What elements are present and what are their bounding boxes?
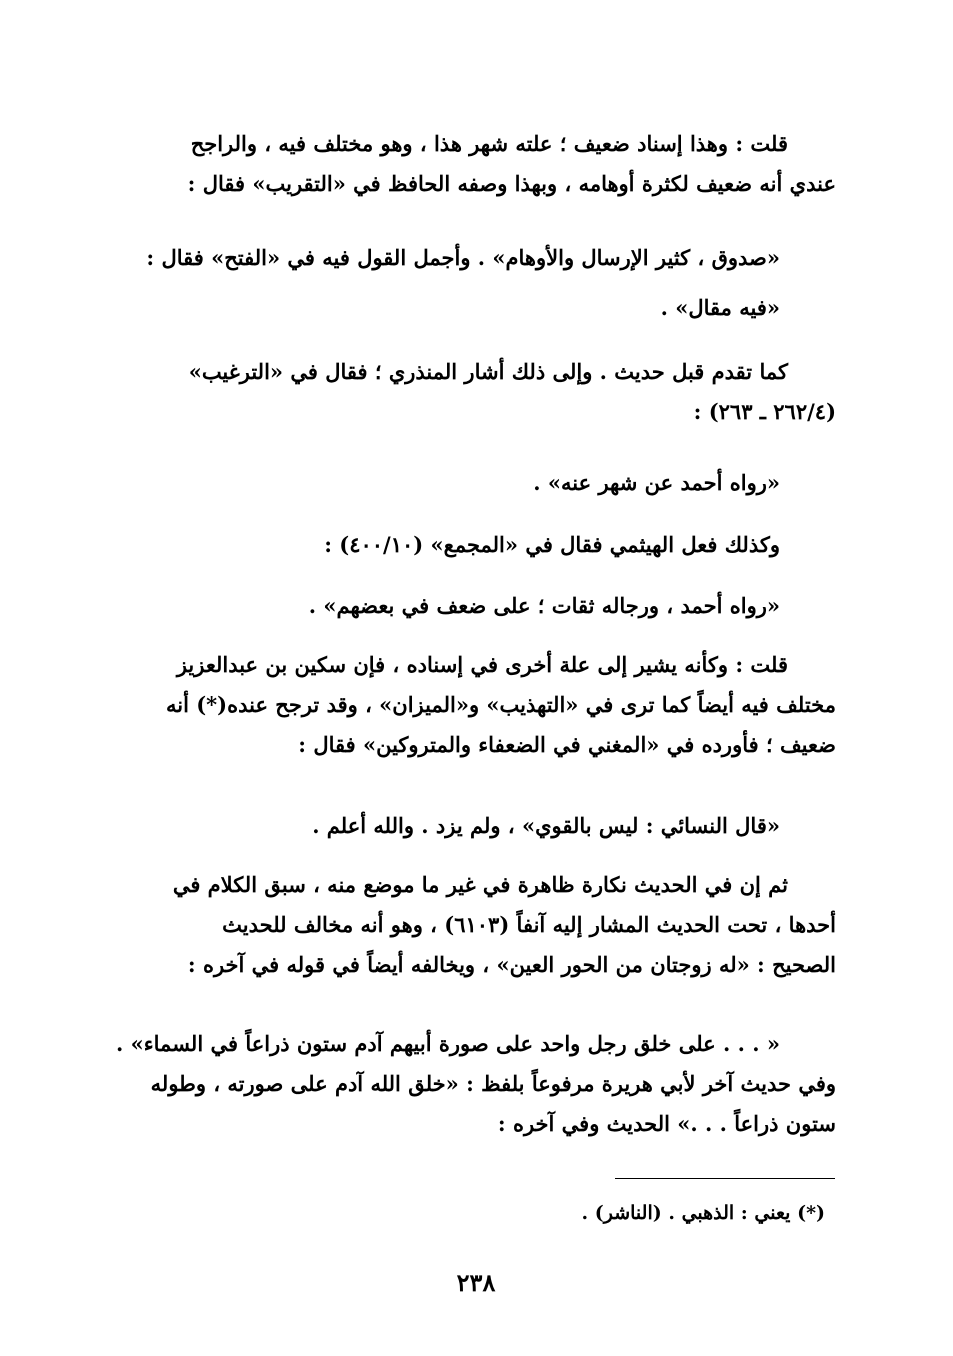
quote-nasai [76,806,836,846]
text-line: (٢٦٢/٤ ـ ٢٦٣) : [693,399,836,424]
quote-sadooq [76,238,836,278]
text-line: الصحيح : «له زوجتان من الحور العين» ، ويخالفه أيضاً في قوله في آخره : [187,952,836,977]
text-line: «رواه أحمد عن شهر عنه» . [533,470,780,495]
page-number: ٢٣٨ [456,1268,496,1297]
quote-ahmad-shahr [76,463,836,503]
quote-fih-maqal [76,288,836,328]
text-line: ثم إن في الحديث نكارة ظاهرة في غير ما موضع منه ، سبق الكلام في [172,872,788,897]
paragraph-sukain [76,645,836,765]
footnote-divider [615,1178,835,1179]
paragraph-haythami [76,525,836,565]
text-line: قلت : وكأنه يشير إلى علة أخرى في إسناده ، فإن سكين بن عبدالعزيز [176,652,788,677]
paragraph-nakara [76,865,836,985]
text-line: «فيه مقال» . [660,295,780,320]
text-line: «قال النسائي : ليس بالقوي» ، ولم يزد . والله أعلم . [312,813,780,838]
text-line: «رواه أحمد ، ورجاله ثقات ؛ على ضعف في بعضهم» . [308,593,780,618]
paragraph-1 [76,124,836,204]
text-line: عندي أنه ضعيف لكثرة أوهامه ، وبهذا وصفه الحافظ في «التقريب» فقال : [187,171,836,196]
text-line: « . . . على خلق رجل واحد على صورة أبيهم آدم ستون ذراعاً في السماء» . [116,1031,780,1056]
text-line: مختلف فيه أيضاً كما ترى في «التهذيب» و«الميزان» ، وقد ترجح عنده(*) أنه [165,692,836,717]
footnote: (*) يعني : الذهبي . (الناشر) . [581,1202,825,1224]
text-line: وكذلك فعل الهيثمي فقال في «المجمع» (٤٠٠/١٠) : [324,532,780,557]
text-line: ستون ذراعاً . . .» الحديث وفي آخره : [497,1111,836,1136]
text-line: كما تقدم قبل حديث . وإلى ذلك أشار المنذري ؛ فقال في «الترغيب» [188,359,788,384]
paragraph-hadith-adam [76,1024,836,1144]
text-line: «صدوق ، كثير الإرسال والأوهام» . وأجمل القول فيه في «الفتح» فقال : [146,245,780,270]
text-line: قلت : وهذا إسناد ضعيف ؛ علته شهر هذا ، وهو مختلف فيه ، والراجح [190,131,788,156]
paragraph-mundhiri [76,352,836,432]
quote-ahmad-thiqat [76,586,836,626]
text-line: أحدها ، تحت الحديث المشار إليه آنفاً (٦١٠٣) ، وهو أنه مخالف للحديث [222,912,836,937]
text-line: ضعيف ؛ فأورده في «المغني في الضعفاء والمتروكين» فقال : [298,732,836,757]
text-line: وفي حديث آخر لأبي هريرة مرفوعاً بلفظ : «خلق الله آدم على صورته ، وطوله [150,1071,836,1096]
